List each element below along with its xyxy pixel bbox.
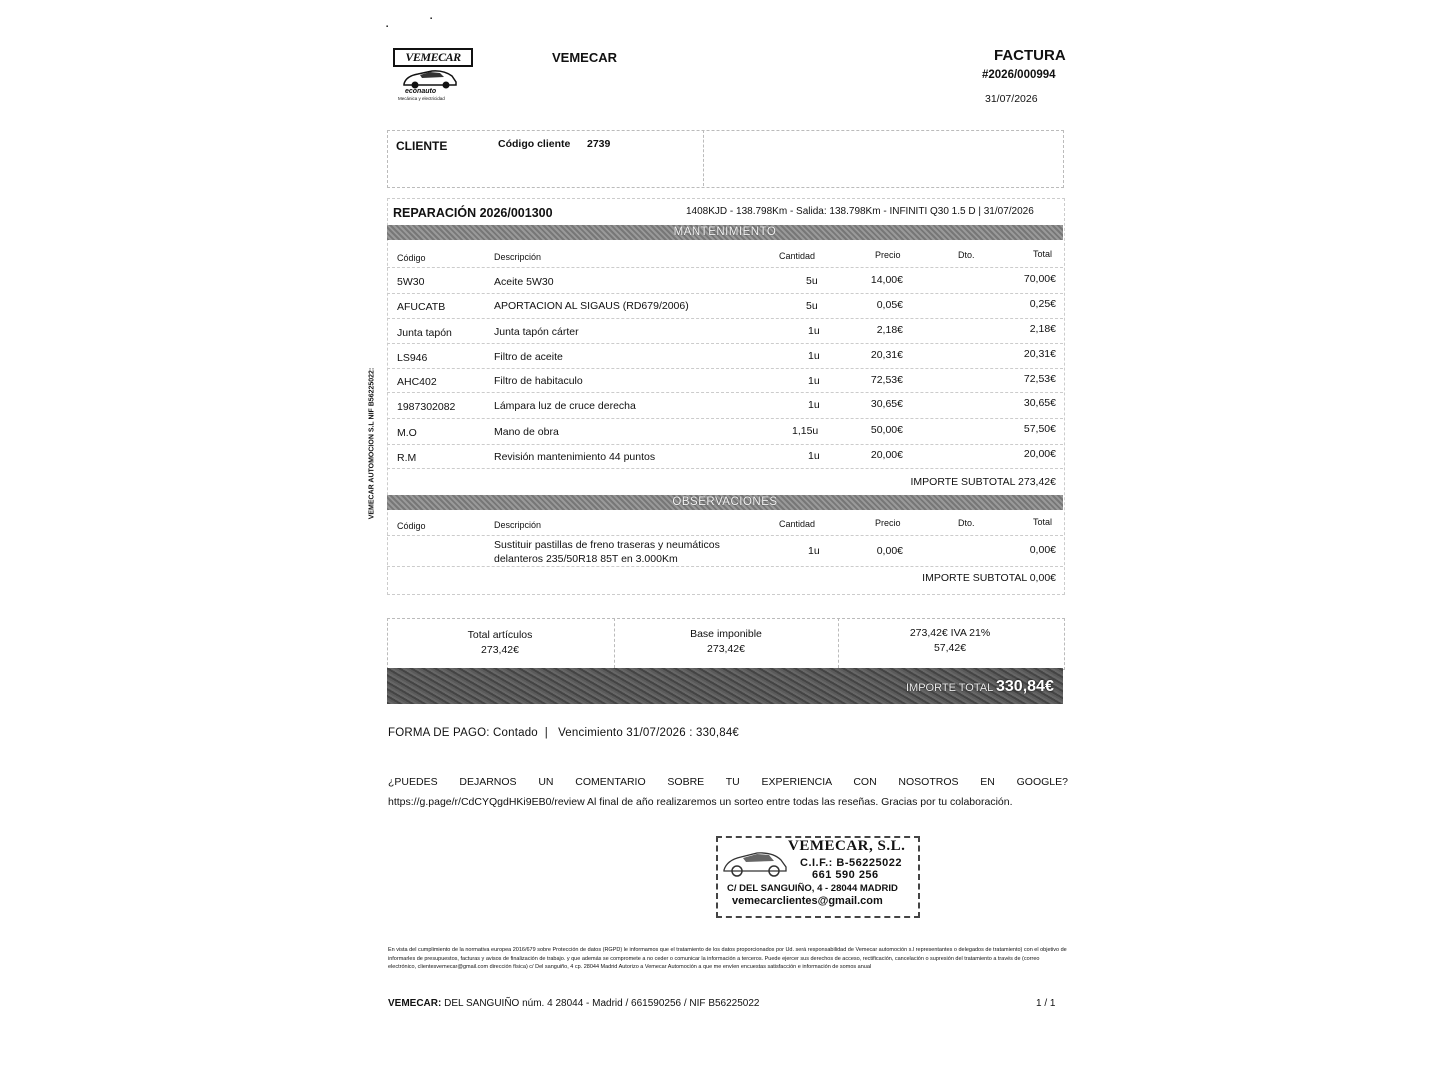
item-description: Filtro de habitaculo	[494, 375, 583, 387]
item-description: Filtro de aceite	[494, 351, 563, 363]
item-total: 57,50€	[1023, 423, 1056, 435]
client-code: 2739	[587, 138, 611, 150]
maintenance-title: MANTENIMIENTO	[673, 226, 777, 238]
scan-speck: ▪	[386, 24, 389, 30]
row-separator	[387, 343, 1063, 344]
client-box	[387, 130, 1064, 188]
item-quantity: 1u	[808, 450, 820, 462]
item-code: AFUCATB	[397, 301, 446, 313]
company-name: VEMECAR	[552, 50, 618, 65]
item-description: Mano de obra	[494, 426, 559, 438]
item-price: 50,00€	[870, 424, 903, 436]
item-price: 2,18€	[876, 324, 903, 336]
item-description: Junta tapón cárter	[494, 326, 579, 338]
client-code-label: Código cliente	[498, 138, 571, 150]
item-price: 20,31€	[870, 349, 903, 361]
col-header-quantity: Cantidad	[779, 251, 816, 261]
vat-value: 57,42€	[933, 642, 967, 654]
item-price: 72,53€	[870, 374, 903, 386]
client-divider	[703, 130, 704, 186]
stamp-email: vemecarclientes@gmail.com	[732, 895, 883, 907]
review-request: ¿PUEDES DEJARNOS UN COMENTARIO SOBRE TU EXPERIENCIA CON NOSOTROS EN GOOGLE? https://g.page/r/CdCYQgdHKi9EB0/review Al final de año realizaremos un sorteo entre todas las reseñas. Gracias por tu colaboración.	[388, 776, 1068, 808]
maintenance-subtotal: IMPORTE SUBTOTAL 273,42€	[910, 476, 1056, 488]
footer-company-info	[388, 998, 759, 1009]
item-total: 0,25€	[1029, 298, 1056, 310]
maintenance-band	[387, 225, 1063, 240]
item-description: Revisión mantenimiento 44 puntos	[494, 451, 656, 463]
item-quantity: 1u	[808, 399, 820, 411]
item-description: APORTACION AL SIGAUS (RD679/2006)	[494, 300, 689, 312]
col-header-total: Total	[1033, 517, 1053, 527]
col-header-price: Precio	[875, 518, 901, 528]
observations-band	[387, 495, 1063, 510]
vat-label: 273,42€ IVA 21%	[909, 627, 991, 639]
item-total: 20,00€	[1023, 448, 1056, 460]
item-total: 30,65€	[1023, 397, 1056, 409]
car-stamp-icon	[721, 842, 789, 880]
scan-speck: ▪	[430, 16, 433, 22]
item-price: 30,65€	[870, 398, 903, 410]
stamp-company: VEMECAR, S.L.	[788, 838, 906, 854]
observation-description: delanteros 235/50R18 85T en 3.000Km	[494, 553, 678, 565]
item-quantity: 1u	[808, 325, 820, 337]
logo-subtitle: econauto	[405, 88, 437, 95]
tax-base-label: Base imponible	[690, 628, 762, 640]
grand-total-label: IMPORTE TOTAL	[906, 682, 994, 694]
observations-title: OBSERVACIONES	[672, 496, 778, 508]
col-header-description: Descripción	[494, 520, 542, 530]
stamp-phone: 661 590 256	[812, 869, 879, 881]
row-separator	[387, 392, 1063, 393]
item-total: 20,31€	[1023, 348, 1056, 360]
item-description: Aceite 5W30	[494, 276, 554, 288]
item-price: 14,00€	[870, 274, 903, 286]
row-separator	[387, 444, 1063, 445]
item-code: AHC402	[397, 376, 437, 388]
grand-total-value: 330,84€	[996, 678, 1054, 695]
item-description: Lámpara luz de cruce derecha	[494, 400, 636, 412]
observation-total: 0,00€	[1029, 544, 1056, 556]
footer-text: VEMECAR: DEL SANGUIÑO núm. 4 28044 - Madrid / 661590256 / NIF B56225022	[388, 998, 760, 1009]
row-separator	[387, 535, 1063, 536]
invoice-number: #2026/000994	[982, 69, 1056, 81]
stamp-cif: C.I.F.: B-56225022	[800, 857, 902, 869]
row-separator	[387, 318, 1063, 319]
repair-vehicle-info: 1408KJD - 138.798Km - Salida: 138.798Km - INFINITI Q30 1.5 D | 31/07/2026	[686, 206, 1034, 217]
observations-subtotal: IMPORTE SUBTOTAL 0,00€	[922, 572, 1056, 584]
item-quantity: 5u	[806, 300, 818, 312]
item-code: M.O	[397, 427, 417, 439]
item-code: 5W30	[397, 276, 425, 288]
observation-price: 0,00€	[876, 545, 903, 557]
item-total: 2,18€	[1029, 323, 1056, 335]
repair-title: REPARACIÓN 2026/001300	[393, 206, 553, 220]
observation-description: Sustituir pastillas de freno traseras y neumáticos	[494, 539, 720, 551]
item-total: 70,00€	[1023, 273, 1056, 285]
row-separator	[387, 566, 1063, 567]
invoice-date: 31/07/2026	[985, 93, 1038, 105]
row-separator	[387, 468, 1063, 469]
item-quantity: 5u	[806, 275, 818, 287]
item-code: R.M	[397, 452, 417, 464]
item-quantity: 1u	[808, 375, 820, 387]
logo-tagline: Mecánica y electricidad	[398, 96, 445, 101]
payment-terms: FORMA DE PAGO: Contado | Vencimiento 31/07/2026 : 330,84€	[388, 727, 740, 739]
item-price: 0,05€	[876, 299, 903, 311]
client-label: CLIENTE	[396, 139, 448, 153]
row-separator	[387, 293, 1063, 294]
tax-base-value: 273,42€	[707, 643, 745, 655]
col-header-total: Total	[1033, 249, 1053, 259]
logo-text: VEMECAR	[393, 48, 473, 67]
row-separator	[387, 418, 1063, 419]
stamp-address: C/ DEL SANGUIÑO, 4 - 28044 MADRID	[727, 883, 898, 894]
col-header-discount: Dto.	[958, 250, 975, 260]
col-header-code: Código	[397, 253, 426, 263]
privacy-notice: En vista del cumplimiento de la normativa europea 2016/679 sobre Protección de datos (RGPD) le informamos que el tratamiento de los datos proporcionados por Ud. será responsabilidad de Vemecar automoción s.l representantes o delegados de tratamiento) con el objetivo de informarles de presupuestos, facturas y avisos de finalización de trabajo. y que además se compromete a no ceder o comunicar la información a terceros. Puede ejercer sus derechos de acceso, rectificación, cancelación o supresión del tratamiento a través de (correo electrónico, clientesvemecar@gmail.com dirección física) c/ Del sanguiño, 4 cp. 28044 Madrid Autorizo a Vemecar Automoción a que me envíen encuestas satisfacción e información de somos anual	[388, 947, 1067, 970]
item-price: 20,00€	[870, 449, 903, 461]
col-header-quantity: Cantidad	[779, 519, 816, 529]
col-header-description: Descripción	[494, 252, 542, 262]
observation-quantity: 1u	[808, 545, 820, 557]
item-code: LS946	[397, 352, 428, 364]
sidebar-company-id: VEMECAR AUTOMOCION S.L NIF B56225022:	[368, 367, 376, 520]
row-separator	[387, 368, 1063, 369]
col-header-code: Código	[397, 521, 426, 531]
document-type: FACTURA	[994, 47, 1066, 64]
page-number: 1 / 1	[1036, 998, 1056, 1009]
item-quantity: 1u	[808, 350, 820, 362]
item-code: 1987302082	[397, 401, 456, 413]
car-logo-icon	[400, 66, 460, 90]
item-quantity: 1,15u	[792, 425, 819, 437]
col-header-price: Precio	[875, 250, 901, 260]
total-articles-label: Total artículos	[467, 629, 533, 641]
total-articles-value: 273,42€	[481, 644, 519, 656]
totals-divider	[838, 618, 839, 668]
totals-divider	[614, 618, 615, 668]
item-code: Junta tapón	[397, 327, 452, 339]
col-header-discount: Dto.	[958, 518, 975, 528]
row-separator	[387, 267, 1063, 268]
item-total: 72,53€	[1023, 373, 1056, 385]
